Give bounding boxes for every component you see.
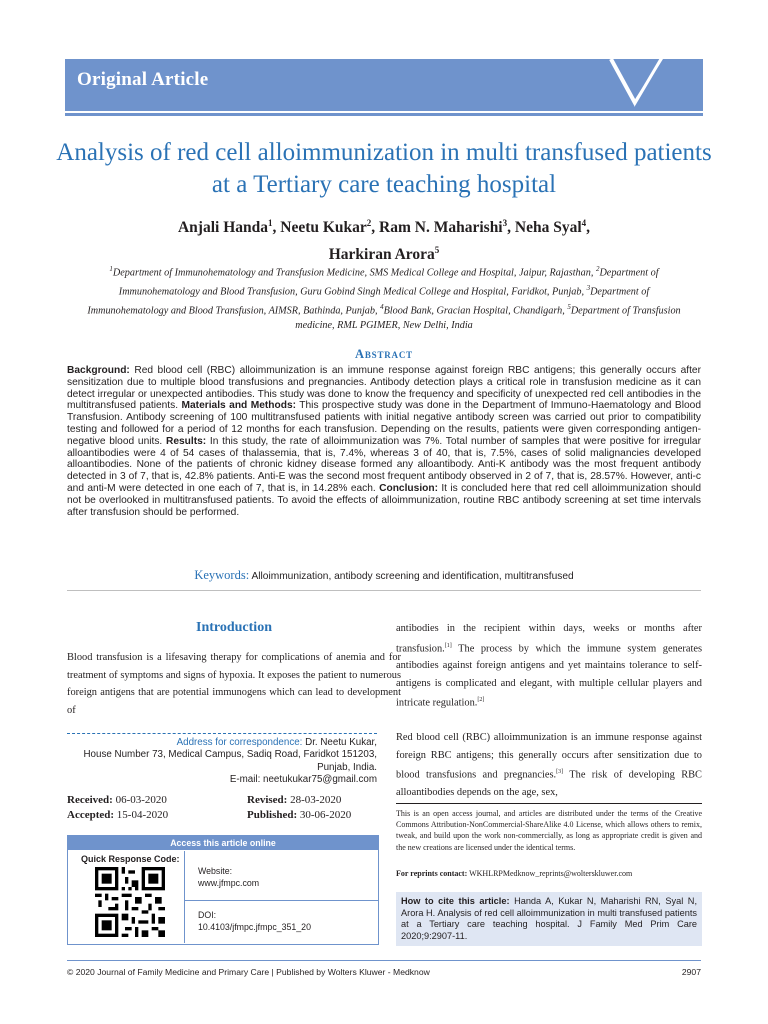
author-name: Neetu Kukar <box>280 219 367 237</box>
how-to-cite-box <box>396 892 702 946</box>
date-label: Revised: <box>247 794 288 806</box>
reprints-email[interactable]: WKHLRPMedknow_reprints@wolterskluwer.com <box>467 869 633 878</box>
author-sup: 3 <box>502 218 508 228</box>
footer-copyright: © 2020 Journal of Family Medicine and Primary Care | Published by Wolters Kluwer - Medknow <box>67 967 430 977</box>
abstract-label: Results: <box>165 435 207 447</box>
keywords-label: Keywords: <box>194 568 250 582</box>
paragraph <box>396 620 702 712</box>
correspondence-label: Address for correspondence: <box>176 737 303 748</box>
abstract-heading: Abstract <box>355 347 413 361</box>
affiliation: Department of Immunohematology and Blood Transfusion, AIMSR, Bathinda, Punjab, <box>87 286 650 317</box>
correspondence-address: House Number 73, Medical Campus, Sadiq Road, Faridkot 151203, <box>83 749 377 761</box>
article-type-label: Original Article <box>77 69 209 90</box>
website-block <box>198 865 259 889</box>
abstract-text: Red blood cell (RBC) alloimmunization is an immune response against foreign RBC antigens; this generally occurs after sensitization due to multiple blood transfusions and pregnancies. Antibody detection plays a critical role in transfusion medicine as it can detect irregular or unexpected antibodies. This study was done to know the frequency and specificity of unexpected red cell antibodies in the multitransfused patients. <box>67 365 701 412</box>
keywords-text: Alloimmunization, antibody screening and identification, multitransfused <box>249 571 574 582</box>
dates-block <box>67 793 377 823</box>
citation-ref[interactable]: [3] <box>556 769 564 776</box>
reprints-label: For reprints contact: <box>396 869 468 878</box>
date-value: 06-03-2020 <box>112 794 167 806</box>
abstract-body <box>67 365 701 518</box>
author-sup: 5 <box>434 245 440 256</box>
author-sup: 1 <box>268 218 273 228</box>
access-heading: Access this article online <box>68 836 378 850</box>
paragraph: Blood transfusion is a lifesaving therapy for complications of anemia and for treatment of symptoms and signs of hypoxia. It exposes the patient to numerous foreign antigens that are potential immunogens which can lead to development of <box>67 652 401 716</box>
correspondence-address: Punjab, India. <box>317 761 377 773</box>
introduction-heading: Introduction <box>196 620 272 635</box>
license-notice: This is an open access journal, and articles are distributed under the terms of the Creative Commons Attribution-NonCommercial-ShareAlike 4.0 License, which allows others to remix, tweak, and build upon the work non-commercially, as long as appropriate credit is given and the new creations are licensed under the identical terms. <box>396 803 702 853</box>
paragraph-text: Red blood cell (RBC) alloimmunization is an immune response against foreign RBC antigens; this generally occurs after sensitization due to blood transfusions and pregnancies. <box>396 732 702 781</box>
author-list: Anjali Handa$^1$, Neetu Kukar$^2$, Ram N. Maharishi$^3$, Neha Syal$^4$, Harkiran Arora$^5$ <box>177 218 590 264</box>
date-label: Published: <box>247 809 298 821</box>
date-label: Received: <box>67 794 113 806</box>
affiliation: Department of Immunohematology and Blood Transfusion, Guru Gobind Singh Medical College and Hospital, Faridkot, Punjab, <box>118 267 659 298</box>
abstract-text: This prospective study was done in the Department of Immuno-Haematology and Blood Transfusion. Antibody screening of 100 multitransfused patients with initial negative antibody screen was carried out prior to compatibility testing and followed for a period of 12 months for each transfusion. Depending on the results, patients were given corresponding antigen-negative blood units. <box>67 400 701 447</box>
abstract-text: It is concluded here that red cell alloimmunization should not be overlooked in multitransfused patients. To avoid the effects of alloimmunization, routine RBC antibody screening at set time intervals after transfusion should be performed. <box>67 482 701 518</box>
author-sup: 2 <box>366 218 372 228</box>
author-name: Harkiran Arora <box>328 246 435 264</box>
page-footer <box>67 967 701 977</box>
left-column-text <box>67 649 401 719</box>
access-online-box <box>67 835 379 945</box>
abstract-label: Conclusion: <box>379 482 438 494</box>
website-label: Website: <box>198 866 233 876</box>
affil-sup: 4 <box>380 302 384 311</box>
abstract-label: Materials and Methods: <box>181 400 297 412</box>
footer-rule <box>67 960 701 961</box>
correspondence-email[interactable]: E-mail: neetukukar75@gmail.com <box>229 774 377 786</box>
author-name: Anjali Handa <box>177 219 268 237</box>
chevron-down-icon <box>593 59 703 111</box>
abstract-label: Background: <box>67 365 130 376</box>
right-column-text <box>396 620 702 802</box>
citation-ref[interactable]: [1] <box>444 642 452 649</box>
correspondence-block <box>67 733 377 787</box>
date-label: Accepted: <box>67 809 115 821</box>
keywords <box>0 568 768 583</box>
qr-label: Quick Response Code: <box>81 854 180 864</box>
citation-ref[interactable]: [2] <box>477 697 485 704</box>
date-value: 28-03-2020 <box>287 794 342 806</box>
date-value: 15-04-2020 <box>114 809 169 821</box>
affiliation: Department of Immunohematology and Transfusion Medicine, SMS Medical College and Hospital, Jaipur, Rajasthan, <box>112 267 596 279</box>
affiliation: Department of Transfusion medicine, RML PGIMER, New Delhi, India <box>295 305 681 331</box>
doi-label: DOI: <box>198 910 217 920</box>
affiliations <box>80 262 688 333</box>
cite-text: Handa A, Kukar N, Maharishi RN, Syal N, Arora H. Analysis of red cell alloimmunization in multi transfused patients at a Tertiary care teaching hospital. J Family Med Prim Care 2020;9:2907-11. <box>401 896 697 941</box>
paragraph-text: The risk of developing RBC alloantibodies depends on the age, sex, <box>396 769 702 799</box>
paragraph-text: antibodies in the recipient within days, weeks or months after transfusion. <box>396 623 702 654</box>
website-link[interactable]: www.jfmpc.com <box>198 878 260 888</box>
divider <box>184 900 378 901</box>
affil-sup: 1 <box>109 265 113 273</box>
author-name: Neha Syal <box>514 219 582 237</box>
banner-rule <box>65 113 703 116</box>
correspondence-name: Dr. Neetu Kukar, <box>302 737 377 748</box>
doi-block <box>198 909 311 933</box>
abstract-text: In this study, the rate of alloimmunization was 7%. Total number of samples that were positive for irregular alloantibodies were 4 of 54 cases of thalassemia, that is, 7.4%, whereas 3 of 40, that is, 7.5%, cases of solid malignancies developed alloantibodies. None of the patients of chronic kidney disease formed any alloantibody. Anti-K antibody was the most frequent antibody detected in 3 of 7, that is, 42.8% patients. Anti-E was the second most frequent antibody observed in 2 of 7, that is, 28.57%. However, anti-c and anti-M were detected in one each of 7, that is, in 14.28% each. <box>67 435 701 494</box>
affil-sup: 3 <box>586 283 591 292</box>
affil-sup: 5 <box>567 302 571 311</box>
article-type-banner <box>65 59 703 111</box>
author-sup: 4 <box>581 218 587 228</box>
author-name: Ram N. Maharishi <box>379 219 503 237</box>
reprints-contact <box>396 869 702 878</box>
affiliation: Blood Bank, Gracian Hospital, Chandigarh, <box>383 305 568 317</box>
cite-label: How to cite this article: <box>401 896 510 906</box>
doi-link[interactable]: 10.4103/jfmpc.jfmpc_351_20 <box>198 922 311 932</box>
paragraph-text: The process by which the immune system generates antibodies against foreign antigens and yet maintains tolerance to self-antigens is complicated and elegant, with multiple cellular players and intricate regulation. <box>396 642 702 709</box>
qr-code-icon[interactable] <box>95 867 165 937</box>
date-value: 30-06-2020 <box>297 809 352 821</box>
article-title: Analysis of red cell alloimmunization in multi transfused patients at a Tertiary care teaching hospital <box>56 139 712 198</box>
section-divider <box>67 590 701 591</box>
page-number: 2907 <box>681 967 701 977</box>
affil-sup: 2 <box>595 265 600 273</box>
paragraph <box>396 729 702 801</box>
